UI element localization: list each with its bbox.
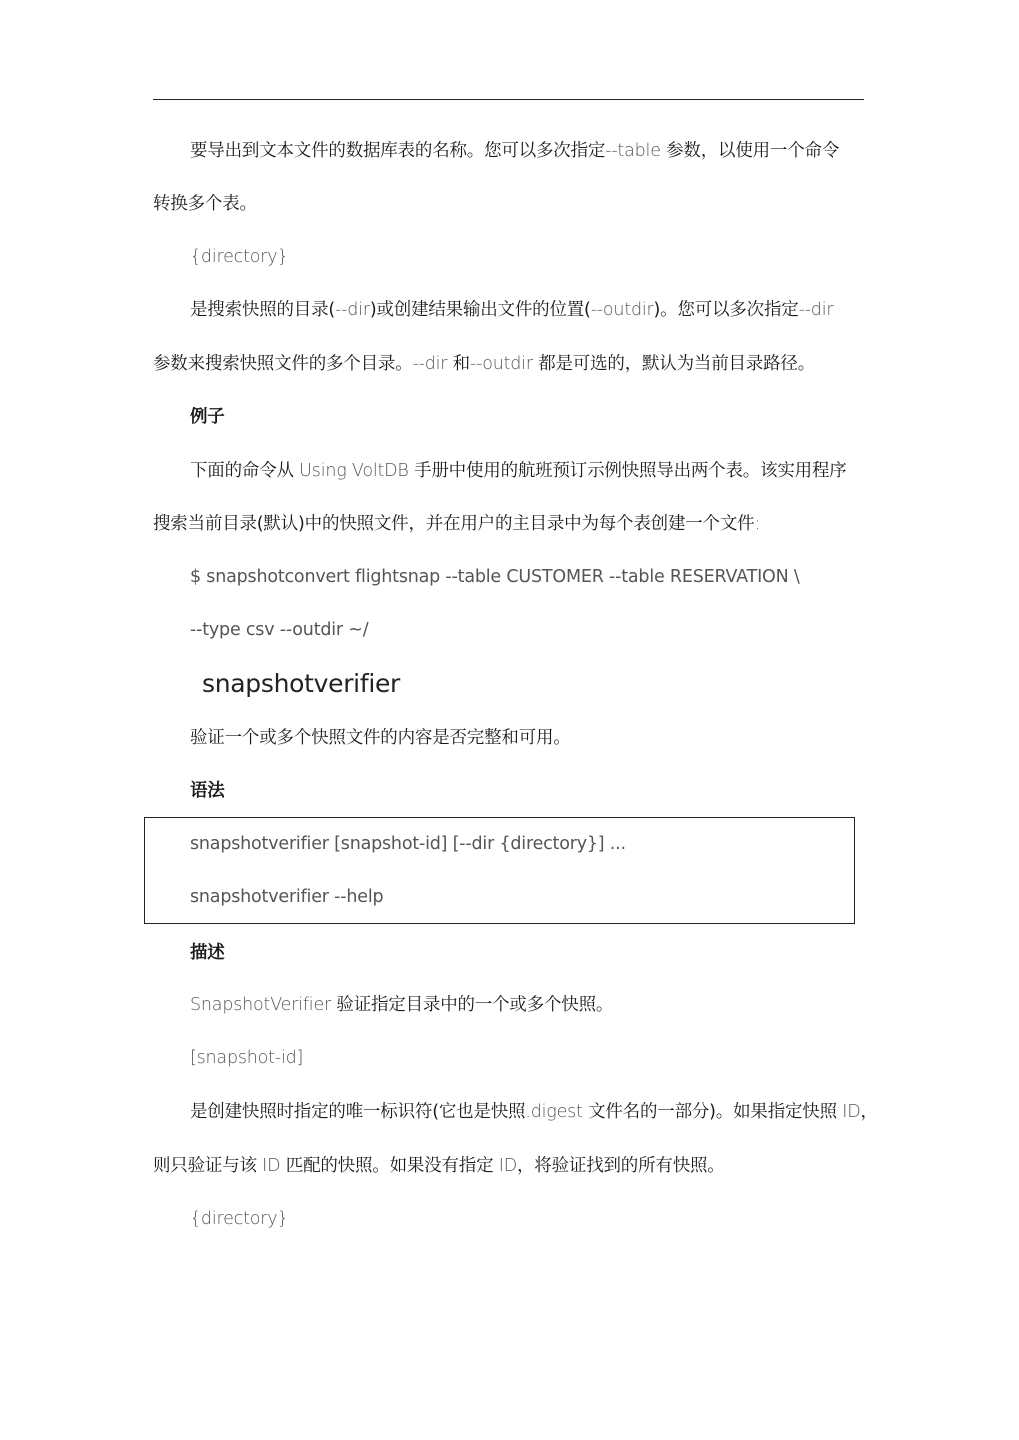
snapshot-id-desc-line2 bbox=[153, 1154, 725, 1178]
table-param-desc-line2: 转换多个表。 bbox=[153, 194, 257, 214]
inline-option: --dir bbox=[412, 354, 448, 374]
text-run: 参数，以使用一个命令 bbox=[660, 141, 840, 161]
text-run: 搜索当前目录(默认)中的快照文件，并在用户的主目录中为每个表创建一个文件 bbox=[153, 514, 755, 534]
inline-option: --outdir bbox=[469, 354, 533, 374]
inline-term: ID bbox=[498, 1156, 517, 1176]
example-heading: 例子 bbox=[190, 407, 225, 427]
inline-option: --outdir bbox=[590, 300, 654, 320]
text-run: : bbox=[754, 514, 761, 534]
inline-option: --table bbox=[605, 141, 661, 161]
manual-title: Using VoltDB bbox=[299, 461, 409, 481]
text-run: 参数来搜索快照文件的多个目录。 bbox=[153, 354, 413, 374]
inline-option: --dir bbox=[335, 300, 370, 320]
snapshot-id-desc-line1 bbox=[190, 1100, 878, 1124]
text-run: 手册中使用的航班预订示例快照导出两个表。该实用程序 bbox=[408, 461, 847, 481]
inline-option: --dir bbox=[798, 300, 834, 320]
snapshot-id-param-name: [snapshot-id] bbox=[190, 1048, 304, 1068]
text-run: 则只验证与该 bbox=[153, 1156, 263, 1176]
table-param-desc-line1 bbox=[190, 139, 839, 163]
example-desc-line1 bbox=[190, 459, 847, 483]
text-run: 下面的命令从 bbox=[190, 461, 300, 481]
description-text bbox=[190, 993, 613, 1017]
example-command-line2: --type csv --outdir ~/ bbox=[190, 620, 369, 640]
syntax-line2: snapshotverifier --help bbox=[190, 887, 384, 907]
text-run: 文件名的一部分)。如果指定快照 bbox=[582, 1102, 843, 1122]
syntax-heading: 语法 bbox=[190, 781, 225, 801]
text-run: 是创建快照时指定的唯一标识符(它也是快照 bbox=[190, 1102, 526, 1122]
syntax-line1: snapshotverifier [snapshot-id] [--dir {directory}] ... bbox=[190, 834, 626, 854]
text-run: ， bbox=[860, 1102, 878, 1122]
header-rule bbox=[153, 99, 864, 100]
directory-param-desc-line1 bbox=[190, 298, 833, 322]
example-command-line1: $ snapshotconvert flightsnap --table CUSTOMER --table RESERVATION \ bbox=[190, 567, 800, 587]
text-run: )或创建结果输出文件的位置( bbox=[369, 300, 591, 320]
verifier-directory-param-name: {directory} bbox=[190, 1209, 289, 1229]
section-title: snapshotverifier bbox=[202, 669, 401, 698]
text-run: )。您可以多次指定 bbox=[653, 300, 799, 320]
text-run: 匹配的快照。如果没有指定 bbox=[280, 1156, 499, 1176]
text-run: 和 bbox=[447, 354, 470, 374]
description-heading: 描述 bbox=[190, 943, 225, 963]
text-run: 验证指定目录中的一个或多个快照。 bbox=[331, 995, 614, 1015]
text-run: 要导出到文本文件的数据库表的名称。您可以多次指定 bbox=[190, 141, 606, 161]
example-desc-line2 bbox=[153, 512, 760, 536]
text-run: ，将验证找到的所有快照。 bbox=[517, 1156, 725, 1176]
text-run: 是搜索快照的目录( bbox=[190, 300, 336, 320]
text-run: 都是可选的，默认为当前目录路径。 bbox=[532, 354, 815, 374]
directory-param-name: {directory} bbox=[190, 247, 289, 267]
inline-term: ID bbox=[842, 1102, 861, 1122]
inline-term: ID bbox=[262, 1156, 281, 1176]
tool-name: SnapshotVerifier bbox=[190, 995, 332, 1015]
directory-param-desc-line2 bbox=[153, 352, 815, 376]
verifier-summary: 验证一个或多个快照文件的内容是否完整和可用。 bbox=[190, 728, 571, 748]
inline-extension: .digest bbox=[525, 1102, 583, 1122]
